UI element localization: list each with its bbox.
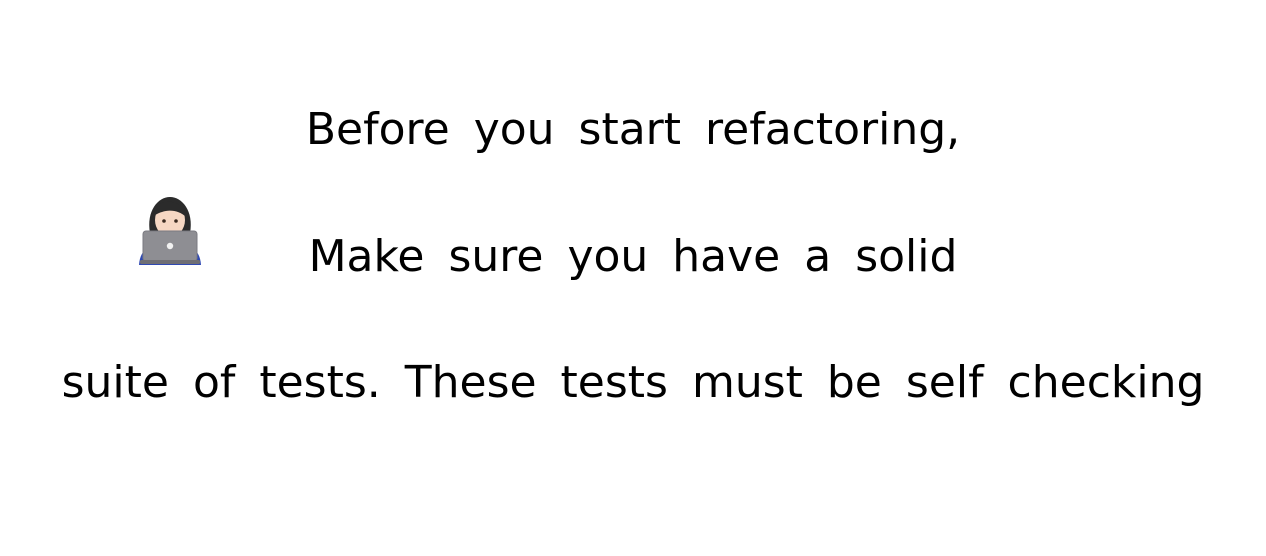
- text-line-3: suite of tests. These tests must be self checking: [61, 357, 1205, 408]
- text-line-1: Before you start refactoring,: [305, 104, 961, 155]
- text-line-2: Make sure you have a solid: [308, 231, 958, 282]
